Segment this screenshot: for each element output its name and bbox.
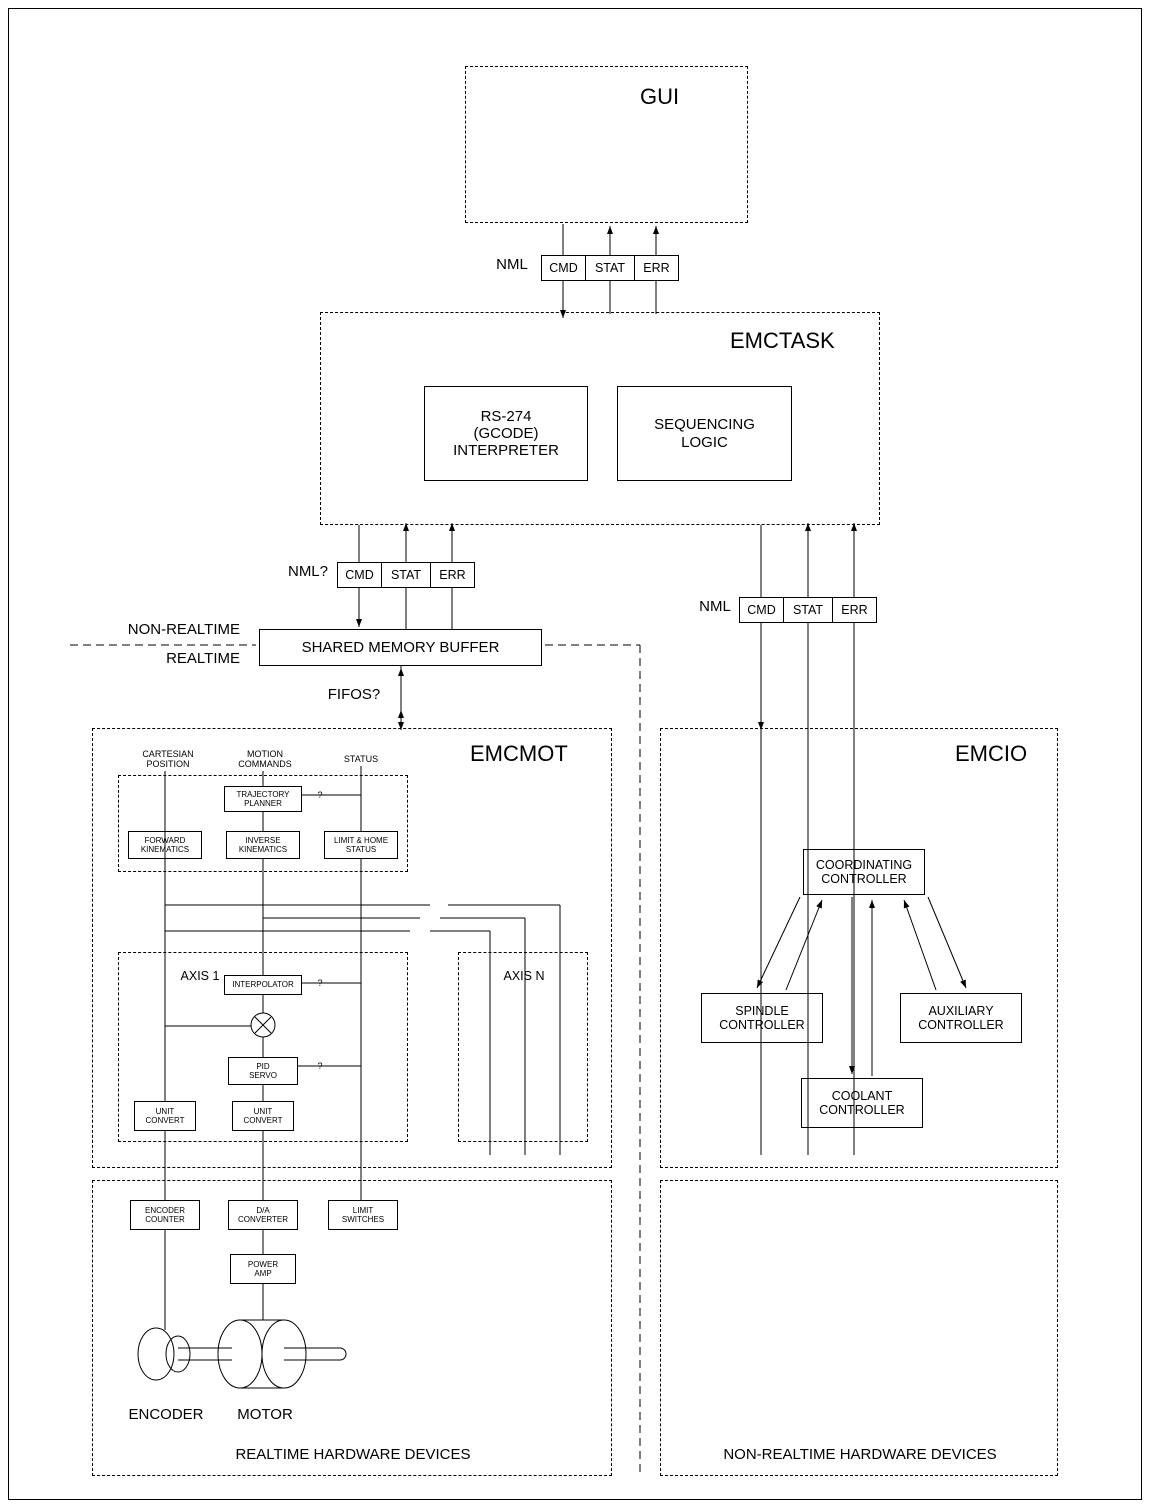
- nml3-err: ERR: [832, 597, 877, 623]
- limit-home-line-1: LIMIT & HOME: [333, 835, 389, 845]
- unit-left-line-2: CONVERT: [145, 1116, 185, 1125]
- shared-memory-buffer: SHARED MEMORY BUFFER: [259, 629, 542, 666]
- auxiliary-line-1: AUXILIARY: [928, 1003, 994, 1018]
- sequencing-line-1: SEQUENCING: [654, 416, 755, 434]
- limit-switches-line-1: LIMIT: [352, 1205, 374, 1215]
- pid-servo-block: [228, 1057, 298, 1085]
- spindle-controller-block: [701, 993, 823, 1043]
- nonrealtime-hardware-block: [660, 1180, 1058, 1476]
- inverse-kinematics-block: [226, 831, 300, 859]
- auxiliary-line-2: CONTROLLER: [918, 1018, 1004, 1032]
- sequencing-line-2: LOGIC: [681, 433, 728, 451]
- interpreter-line-3: INTERPRETER: [453, 442, 559, 460]
- cartesian-position-header: [128, 747, 208, 771]
- cartesian-header-line-2: POSITION: [146, 759, 190, 769]
- encoder-counter-line-2: COUNTER: [145, 1215, 185, 1224]
- emctask-label: EMCTASK: [730, 328, 835, 354]
- nml1-err: ERR: [634, 255, 679, 281]
- trajectory-line-2: PLANNER: [244, 799, 282, 808]
- limit-switches-line-2: SWITCHES: [341, 1215, 385, 1224]
- axis1-label: AXIS 1: [180, 968, 220, 983]
- coordinating-line-1: COORDINATING: [815, 857, 913, 872]
- power-amp-line-1: POWER: [247, 1259, 279, 1269]
- axisn-label: AXIS N: [503, 968, 545, 983]
- nml1-cmd: CMD: [541, 255, 586, 281]
- emcmot-label: EMCMOT: [470, 741, 568, 767]
- unit-convert-right-block: [232, 1101, 294, 1131]
- coolant-line-1: COOLANT: [831, 1088, 893, 1103]
- pid-line-2: SERVO: [249, 1071, 277, 1080]
- nml3-cmd: CMD: [739, 597, 784, 623]
- forward-kin-line-2: KINEMATICS: [140, 845, 190, 854]
- nonrealtime-hardware-caption: NON-REALTIME HARDWARE DEVICES: [723, 1446, 997, 1464]
- auxiliary-controller-block: [900, 993, 1022, 1043]
- limit-switches-block: [328, 1200, 398, 1230]
- emcio-label: EMCIO: [955, 741, 1028, 767]
- limit-home-line-2: STATUS: [345, 845, 377, 854]
- question-mark-1: ?: [317, 789, 323, 800]
- nml2-err: ERR: [430, 562, 475, 588]
- motion-commands-header: [226, 747, 304, 771]
- nml3-stat: STAT: [783, 597, 833, 623]
- power-amp-line-2: AMP: [254, 1269, 272, 1278]
- coolant-controller-block: [801, 1078, 923, 1128]
- nml2-stat: STAT: [381, 562, 431, 588]
- encoder-counter-line-1: ENCODER: [144, 1205, 185, 1215]
- nml-label-1: NML: [496, 256, 528, 274]
- status-header: STATUS: [343, 753, 379, 764]
- gui-label: GUI: [640, 84, 680, 110]
- interpreter-line-1: RS-274: [480, 407, 532, 425]
- motion-header-line-1: MOTION: [247, 748, 283, 759]
- unit-right-line-1: UNIT: [253, 1106, 273, 1116]
- da-converter-block: [228, 1200, 298, 1230]
- fifos-label: FIFOS?: [327, 686, 381, 704]
- coolant-line-2: CONTROLLER: [819, 1103, 905, 1117]
- trajectory-line-1: TRAJECTORY: [236, 789, 290, 799]
- interpreter-line-2: (GCODE): [473, 424, 539, 442]
- nml-label-2: NML?: [287, 563, 328, 581]
- power-amp-block: [230, 1254, 296, 1284]
- motor-device-label: MOTOR: [237, 1406, 293, 1424]
- sequencing-logic-block: [617, 386, 792, 481]
- pid-line-1: PID: [256, 1061, 270, 1071]
- spindle-line-2: CONTROLLER: [719, 1018, 805, 1032]
- nml2-cmd: CMD: [337, 562, 382, 588]
- da-converter-line-2: CONVERTER: [237, 1215, 289, 1224]
- limit-home-status-block: [324, 831, 398, 859]
- inverse-kin-line-1: INVERSE: [245, 835, 281, 845]
- encoder-device-label: ENCODER: [128, 1406, 204, 1424]
- encoder-counter-block: [130, 1200, 200, 1230]
- rs274-interpreter-block: [424, 386, 588, 481]
- cartesian-header-line-1: CARTESIAN: [142, 748, 194, 759]
- realtime-hardware-caption: REALTIME HARDWARE DEVICES: [235, 1446, 471, 1464]
- da-converter-line-1: D/A: [256, 1205, 270, 1215]
- forward-kin-line-1: FORWARD: [144, 835, 186, 845]
- trajectory-planner-block: [224, 786, 302, 812]
- coordinating-controller-block: [803, 849, 925, 895]
- spindle-line-1: SPINDLE: [735, 1003, 789, 1018]
- nml1-stat: STAT: [585, 255, 635, 281]
- non-realtime-label: NON-REALTIME: [127, 621, 240, 639]
- realtime-label: REALTIME: [166, 650, 240, 668]
- unit-right-line-2: CONVERT: [243, 1116, 283, 1125]
- interpolator-block: INTERPOLATOR: [224, 975, 302, 995]
- unit-left-line-1: UNIT: [155, 1106, 175, 1116]
- question-mark-2: ?: [317, 977, 323, 988]
- nml-label-3: NML: [699, 598, 731, 616]
- coordinating-line-2: CONTROLLER: [821, 872, 907, 886]
- question-mark-3: ?: [317, 1060, 323, 1071]
- motion-header-line-2: COMMANDS: [238, 759, 292, 769]
- unit-convert-left-block: [134, 1101, 196, 1131]
- inverse-kin-line-2: KINEMATICS: [238, 845, 288, 854]
- forward-kinematics-block: [128, 831, 202, 859]
